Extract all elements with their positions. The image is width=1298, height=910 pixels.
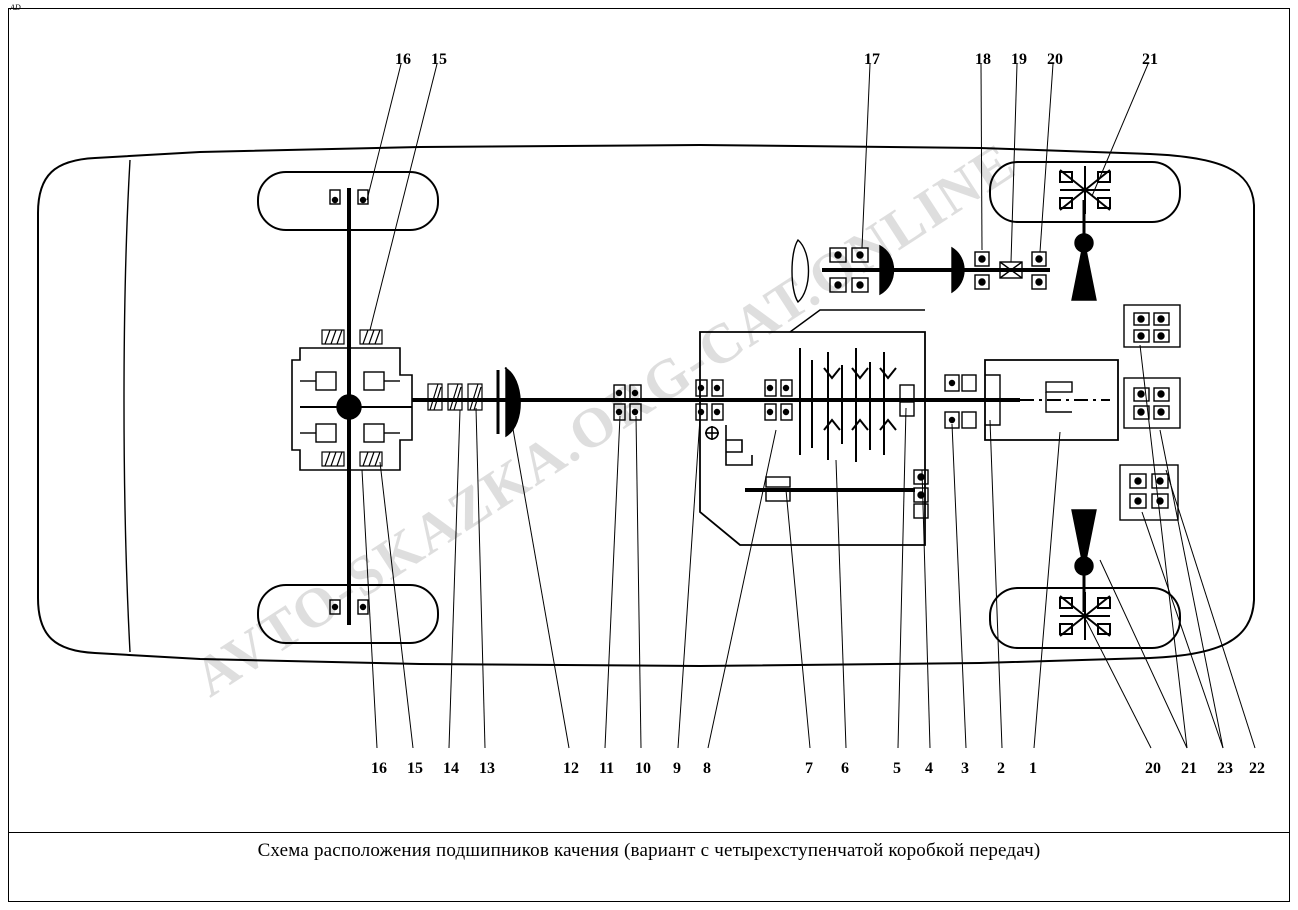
- callout-bottom-14: 14: [443, 760, 459, 777]
- callout-bottom-2: 2: [997, 760, 1005, 777]
- shift-fork: [705, 425, 752, 465]
- callout-top-16: 16: [395, 51, 411, 68]
- callout-bottom-21: 21: [1181, 760, 1197, 777]
- callout-bottom-9: 9: [673, 760, 681, 777]
- callout-bottom-5: 5: [893, 760, 901, 777]
- callout-bottom-16: 16: [371, 760, 387, 777]
- callout-bottom-4: 4: [925, 760, 933, 777]
- callout-bottom-23: 23: [1217, 760, 1233, 777]
- callout-top-17: 17: [864, 51, 880, 68]
- rear-hub-bearing-left: [1060, 166, 1110, 214]
- corner-tag: AD: [10, 3, 21, 12]
- callout-top-19: 19: [1011, 51, 1027, 68]
- gearbox-housing-top-edge: [790, 310, 925, 332]
- figure-caption: Схема расположения подшипников качения (вариант с четырехступенчатой коробкой передач): [257, 840, 1041, 861]
- callout-top-18: 18: [975, 51, 991, 68]
- aux-spring: [792, 240, 809, 302]
- leader-lines-bottom: [362, 345, 1255, 748]
- callout-top-20: 20: [1047, 51, 1063, 68]
- front-differential: [292, 348, 412, 470]
- callout-top-15: 15: [431, 51, 447, 68]
- gearbox-gears: [800, 348, 896, 462]
- watermark: AVTO-SKAZKA.ORG-CAT.ONLINE: [183, 131, 1027, 709]
- callout-bottom-6: 6: [841, 760, 849, 777]
- vehicle-front-line: [124, 160, 130, 652]
- callout-bottom-11: 11: [599, 760, 615, 777]
- callout-bottom-22: 22: [1249, 760, 1265, 777]
- rear-hub-bearing-right: [1060, 592, 1110, 640]
- callout-bottom-7: 7: [805, 760, 813, 777]
- leader-lines-top: [367, 64, 1148, 330]
- callout-bottom-15: 15: [407, 760, 423, 777]
- callout-bottom-10: 10: [635, 760, 651, 777]
- driveshaft-bearing-group: [428, 384, 482, 410]
- callout-top-21: 21: [1142, 51, 1158, 68]
- callout-bottom-8: 8: [703, 760, 711, 777]
- gearbox-bearing-boxes: [614, 375, 976, 518]
- callout-bottom-12: 12: [563, 760, 579, 777]
- callout-bottom-3: 3: [961, 760, 969, 777]
- callout-bottom-20: 20: [1145, 760, 1161, 777]
- callout-bottom-13: 13: [479, 760, 495, 777]
- callout-bottom-1: 1: [1029, 760, 1037, 777]
- caption-divider: [9, 832, 1289, 833]
